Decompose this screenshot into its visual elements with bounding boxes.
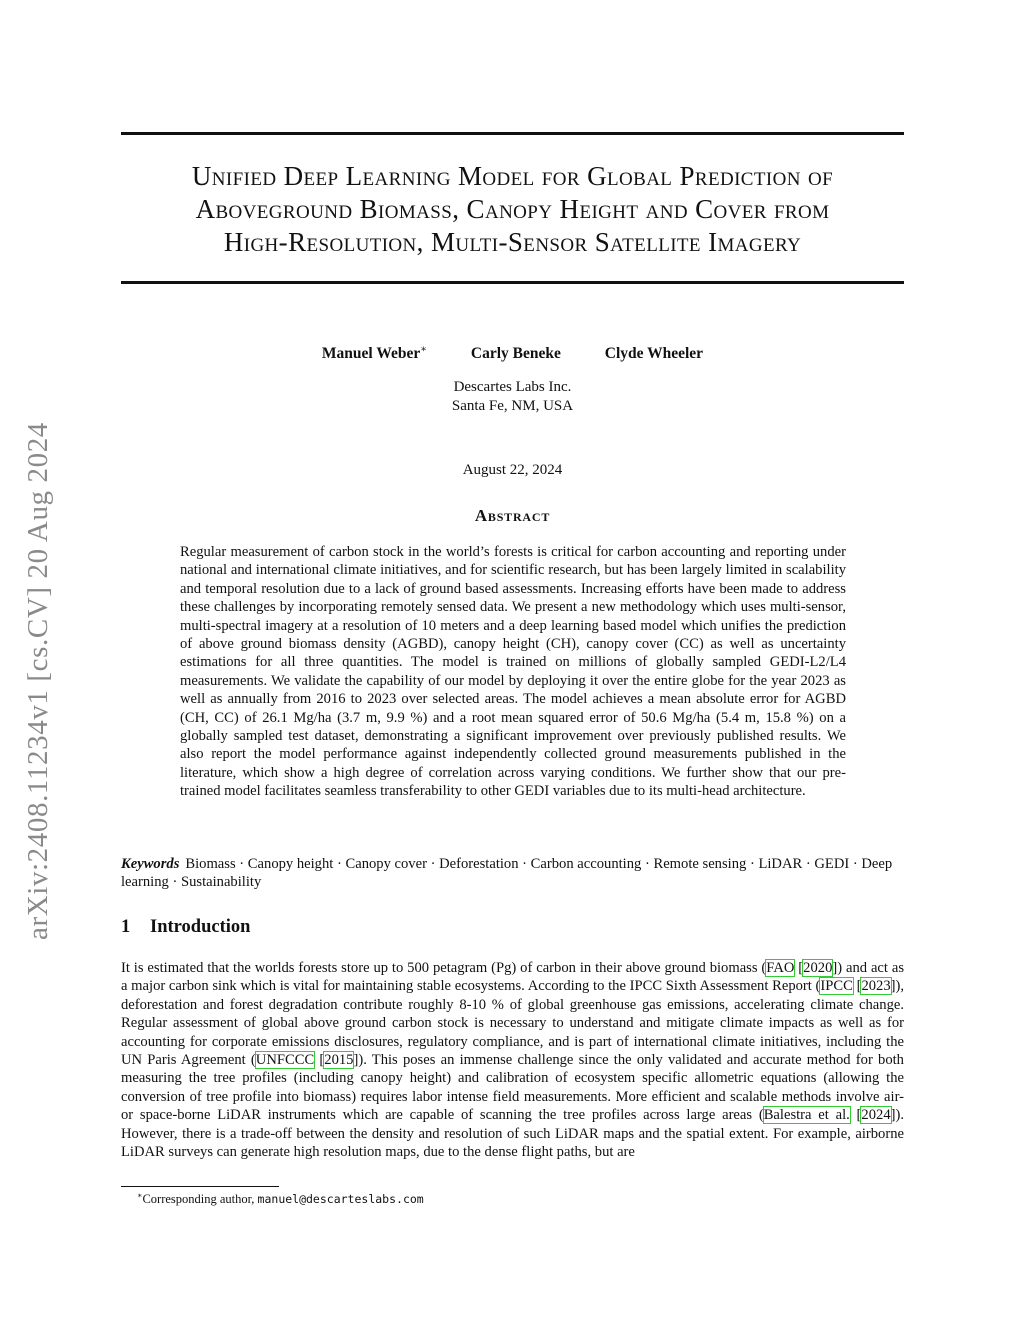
author-name: Carly Beneke: [470, 345, 561, 363]
abstract-text: Regular measurement of carbon stock in the world’s forests is critical for carbon accounting and reporting under national and international climate initiatives, and for scientific research, but has been largely limited in scalability and temporal resolution due to a lack of ground based assessments. Increasing efforts have been made to address these challenges by incorporating remotely sensed data. We present a new methodology which uses multi-sensor, multi-spectral imagery at a resolution of 10 meters and a deep learning based model which unifies the prediction of above ground biomass density (AGBD), canopy height (CH), canopy cover (CC) as well as uncertainty estimations for all three quantities. The model is trained on millions of globally sampled GEDI-L2/L4 measurements. We validate the capability of our model by deploying it over the entire globe for the year 2023 as well as annually from 2016 to 2023 over selected areas. The model achieves a mean absolute error for AGBD (CH, CC) of 26.1 Mg/ha (3.7 m, 9.9 %) and a root mean squared error of 50.6 Mg/ha (5.4 m, 15.8 %) on a globally sampled test dataset, demonstrating a significant improvement over previously published results. We also report the model performance against independently collected ground measurements published in the literature, which show a high degree of correlation across varying conditions. We further show that our pre-trained model facilitates seamless transferability to other GEDI variables due to its multi-head architecture.: [180, 544, 846, 800]
citation-link[interactable]: FAO: [766, 960, 795, 976]
title-line: Aboveground Biomass, Canopy Height and Cover from: [195, 194, 830, 224]
title-line: High-Resolution, Multi-Sensor Satellite Imagery: [223, 227, 802, 257]
title-rule-bottom: [121, 281, 904, 284]
section-number: 1: [121, 917, 131, 937]
affiliation-line: Santa Fe, NM, USA: [451, 398, 574, 414]
author: [605, 345, 703, 363]
paper-title: [121, 160, 904, 259]
author-mark: ∗: [420, 344, 428, 355]
footnote-text: Corresponding author,: [142, 1192, 258, 1207]
body-text: [: [314, 1052, 325, 1069]
citation-link[interactable]: IPCC: [820, 978, 853, 995]
arxiv-identifier: arXiv:2408.11234v1 [cs.CV] 20 Aug 2024: [22, 422, 54, 940]
citation-link[interactable]: 2020: [803, 960, 833, 976]
keywords-list: Biomass · Canopy height · Canopy cover · Deforestation · Carbon accounting · Remote sensing · LiDAR · GEDI · Deep learning · Sustainability: [121, 856, 893, 891]
footnote: [137, 1191, 424, 1207]
keywords-label: Keywords: [121, 856, 180, 872]
author-list: [121, 344, 904, 363]
footnote-rule: [121, 1186, 279, 1187]
footnote-email[interactable]: manuel@descarteslabs.com: [257, 1192, 424, 1207]
citation-link[interactable]: 2024: [861, 1107, 891, 1124]
affiliation: [121, 378, 904, 416]
intro-paragraph: [121, 959, 904, 1161]
citation-link[interactable]: 2023: [861, 978, 891, 995]
author-name: Manuel Weber: [321, 345, 421, 363]
citation-link[interactable]: UNFCCC: [255, 1052, 315, 1069]
author: [471, 345, 561, 363]
body-text: [: [794, 960, 804, 976]
citation-link[interactable]: 2015: [324, 1052, 354, 1069]
citation-link[interactable]: Balestra et al.: [763, 1107, 850, 1124]
body-text: ]), deforestation and forest degradation contribute roughly 8-10 % of global greenhouse gas emissions, accelerating climate change. Regular assessment of global above ground carbon stock is necessary to understand and mitigate climate impacts as well as for accounting for corporate emissions disclosures, regulatory compliance, and is part of international climate initiatives, including the UN Paris Agreement (: [121, 978, 904, 1069]
body-text: [: [852, 978, 862, 995]
affiliation-line: Descartes Labs Inc.: [453, 379, 572, 395]
keywords: [121, 855, 904, 892]
body-text: ]). This poses an immense challenge since the only validated and accurate method for both measuring the tree profiles (including canopy height) and calibration of ecosystem specific allometric equations (allowing the conversion of tree profile into biomass) requires labor intense field measurements. More efficient and scalable methods involve air- or space-borne LiDAR instruments which are capable of scanning the tree profiles across large areas (: [121, 1052, 904, 1124]
title-rule-top: [121, 132, 904, 135]
body-text: [: [849, 1107, 862, 1124]
section-title: Introduction: [150, 917, 251, 937]
author-name: Clyde Wheeler: [604, 345, 704, 363]
body-text: ]). However, there is a trade-off between the density and resolution of such LiDAR maps and the spatial extent. For example, airborne LiDAR surveys can generate high resolution maps, due to the dense flight paths, but are: [121, 1107, 904, 1161]
abstract-heading: Abstract: [474, 506, 551, 525]
body-text: It is estimated that the worlds forests store up to 500 petagram (Pg) of carbon in their above ground biomass (: [121, 960, 767, 976]
title-line: Unified Deep Learning Model for Global Prediction of: [191, 161, 834, 191]
footnote-mark: ∗: [137, 1191, 143, 1200]
paper-date: August 22, 2024: [462, 462, 563, 478]
author: [322, 344, 427, 363]
section-heading: [121, 917, 250, 938]
body-text: ]) and act as a major carbon sink which is vital for maintaining stable ecosystems. According to the IPCC Sixth Assessment Report (: [121, 960, 904, 995]
